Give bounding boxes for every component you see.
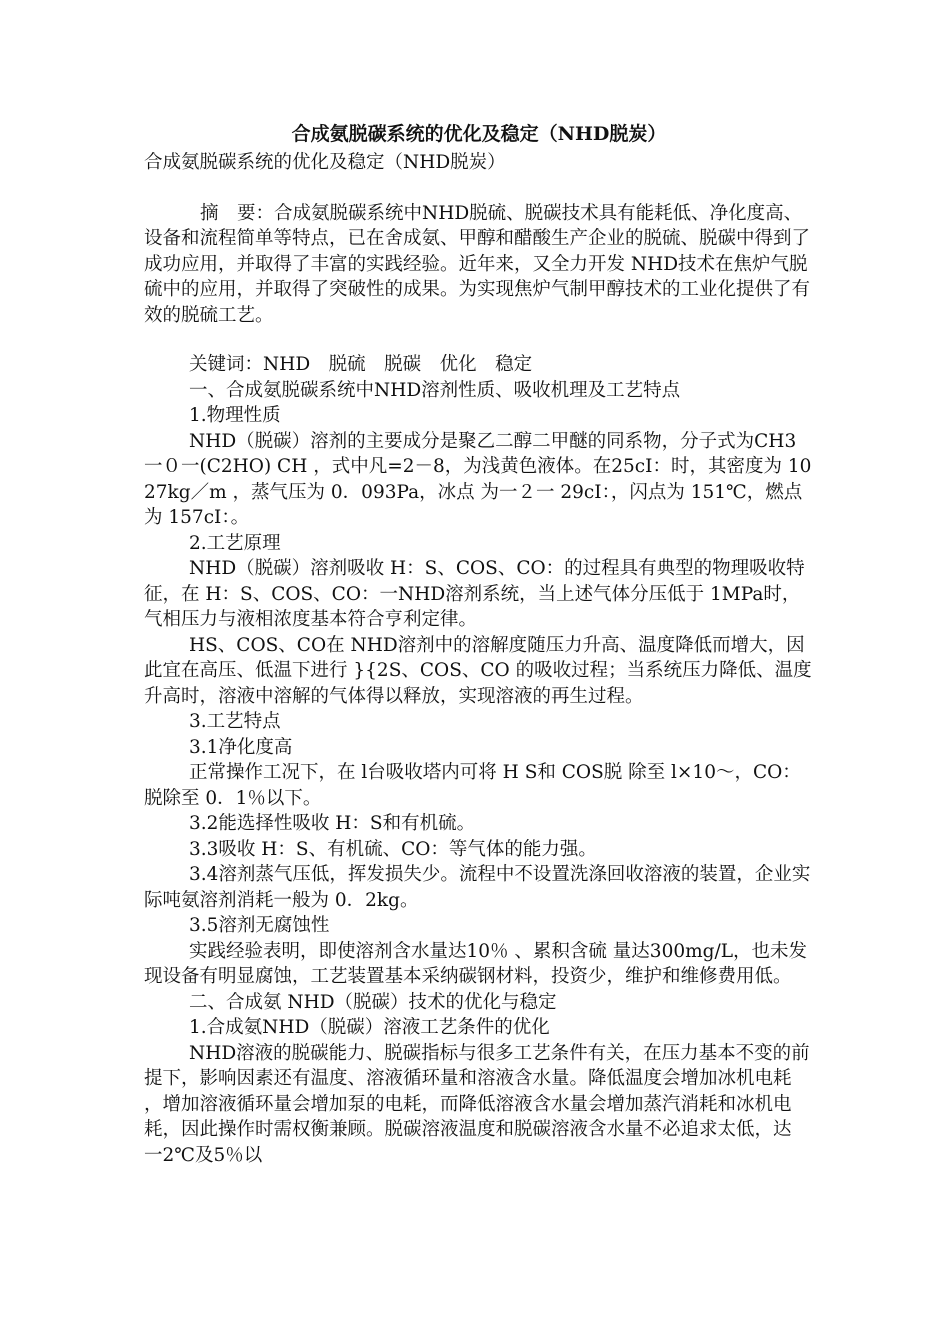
- abstract-paragraph: 摘 要：合成氨脱碳系统中NHD脱硫、脱碳技术具有能耗低、净化度高、设备和流程简单等特点，已在舍成氨、甲醇和醋酸生产企业的脱硫、脱碳中得到了成功应用，并取得了丰富的实践经验。近年来，又全力开发 NHD技术在焦炉气脱硫中的应用，并取得了突破性的成果。为实现焦炉气制甲醇技术的工业化提供了有效的脱硫工艺。: [144, 202, 811, 326]
- subsection-heading: 1.物理性质: [189, 405, 281, 426]
- subsection-heading: 1.合成氨NHD（脱碳）溶液工艺条件的优化: [189, 1017, 550, 1038]
- body-paragraph: 实践经验表明，即使溶剂含水量达10％ 、累积含硫 量达300mg/L，也未发现设备有明显腐蚀，工艺装置基本采纳碳钢材料，投资少，维护和维修费用低。: [144, 940, 808, 987]
- keywords-line: 关键词：NHD 脱硫 脱碳 优化 稳定: [189, 354, 533, 375]
- body-paragraph: 正常操作工况下，在 l台吸收塔内可将 H S和 COS脱 除至 l×10～，CO：脱除至 0．1％以下。: [144, 762, 801, 809]
- document-subtitle: 合成氨脱碳系统的优化及稳定（NHD脱炭）: [144, 152, 506, 173]
- subsection-heading: 2.工艺原理: [189, 532, 281, 554]
- subsection-heading: 3.5溶剂无腐蚀性: [189, 915, 330, 936]
- subsection-heading: 3.1净化度高: [189, 736, 293, 758]
- subsection-heading: 3.工艺特点: [189, 711, 281, 732]
- section-heading: 二、合成氨 NHD（脱碳）技术的优化与稳定: [189, 991, 557, 1013]
- document-title: 合成氨脱碳系统的优化及稳定（NHD脱炭）: [291, 123, 667, 145]
- body-paragraph: NHD（脱碳）溶剂的主要成分是聚乙二醇二甲醚的同系物，分子式为CH3一０一(C2HO) CH ，式中凡=2－8，为浅黄色液体。在25cI：时，其密度为 1027kg／m ，蒸气压为 0．093Pa，冰点 为一２一 29cI：，闪点为 151℃，燃点为 157cI：。: [144, 430, 812, 528]
- section-heading: 一、合成氨脱碳系统中NHD溶剂性质、吸收机理及工艺特点: [189, 379, 681, 401]
- body-paragraph: 3.2能选择性吸收 H：S和有机硫。: [189, 813, 476, 834]
- body-paragraph: NHD溶液的脱碳能力、脱碳指标与很多工艺条件有关，在压力基本不变的前提下，影响因素还有温度、溶液循环量和溶液含水量。降低温度会增加冰机电耗 ，增加溶液循环量会增加泵的电耗，而降低溶液含水量会增加蒸汽消耗和冰机电耗，因此操作时需权衡兼顾。脱碳溶液温度和脱碳溶液含水量不必追求太低，达 一2℃及5％以: [144, 1042, 810, 1166]
- document-body: [144, 118, 814, 1168]
- body-paragraph: 3.3吸收 H：S、有机硫、CO：等气体的能力强。: [189, 838, 597, 860]
- body-paragraph: HS、COS、CO在 NHD溶剂中的溶解度随压力升高、温度降低而增大，因此宜在高压、低温下进行 }{2S、COS、CO 的吸收过程；当系统压力降低、温度升高时，溶液中溶解的气体得以释放，实现溶液的再生过程。: [144, 634, 812, 707]
- body-paragraph: NHD（脱碳）溶剂吸收 H：S、COS、CO：的过程具有典型的物理吸收特征，在 H：S、COS、CO：一NHD溶剂系统，当上述气体分压低于 1MPa时，气相压力与液相浓度基本符合亨利定律。: [144, 558, 805, 630]
- body-paragraph: 3.4溶剂蒸气压低，挥发损失少。流程中不设置洗涤回收溶液的装置，企业实际吨氨溶剂消耗一般为 0．2kg。: [144, 864, 811, 911]
